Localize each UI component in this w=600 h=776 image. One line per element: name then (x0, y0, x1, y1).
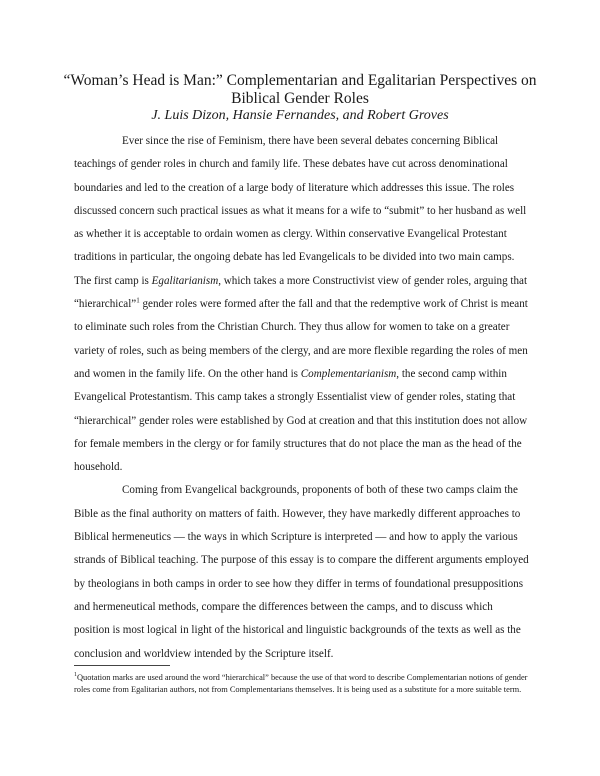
document-body (74, 130, 530, 666)
term-egalitarianism: Egalitarianism (151, 274, 219, 287)
footnote-divider (74, 665, 170, 666)
paragraph-1-text-b: , which takes a more Constructivist view of gender roles, arguing that “hierarchical” (74, 274, 528, 311)
footnote-reference[interactable]: 1 (136, 296, 140, 305)
paragraph-1 (74, 130, 530, 479)
paragraph-1-text-d: , the second camp within Evangelical Protestantism. This camp takes a strongly Essentialist view of gender roles, stating that “hierarchical” gender roles were established by God at creation and that this institution does not allow for female members in the clergy or for family structures that do not place the man as the head of the household. (74, 367, 528, 474)
paragraph-2: Coming from Evangelical backgrounds, proponents of both of these two camps claim the Bible as the final authority on matters of faith. However, they have markedly different approaches to Biblical hermeneutics — the ways in which Scripture is interpreted — and how to apply the various strands of Biblical teaching. The purpose of this essay is to compare the different arguments employed by theologians in both camps in order to see how they differ in terms of foundational presuppositions and hermeneutical methods, compare the differences between the camps, and to discuss which position is most logical in light of the historical and linguistic backgrounds of the texts as well as the conclusion and worldview intended by the Scripture itself. (74, 484, 529, 660)
footnote-text: Quotation marks are used around the word “hierarchical” because the use of that word to describe Complementarian notions of gender roles come from Egalitarian authors, not from Complementarians themselves. It is being used as a substitute for a more suitable term. (74, 673, 528, 694)
author-line: J. Luis Dizon, Hansie Fernandes, and Robert Groves (151, 108, 449, 123)
document-title: “Woman’s Head is Man:” Complementarian and Egalitarian Perspectives on Biblical Gender Roles (63, 72, 537, 107)
paragraph-1-text-c: gender roles were formed after the fall and that the redemptive work of Christ is meant to eliminate such roles from the Christian Church. They thus allow for women to take on a greater variety of roles, such as being members of the clergy, and are more flexible regarding the roles of men and women in the family life. On the other hand is (74, 298, 528, 380)
footnote-number: 1 (74, 672, 77, 679)
paragraph-1-text-a: Ever since the rise of Feminism, there have been several debates concerning Biblical teachings of gender roles in church and family life. These debates have cut across denominational boundaries and led to the creation of a large body of literature which addresses this issue. The roles discussed concern such practical issues as what it means for a wife to “submit” to her husband as well as whether it is acceptable to ordain women as clergy. Within conservative Evangelical Protestant traditions in particular, the ongoing debate has led Evangelicals to be divided into two main camps. The first camp is (74, 135, 527, 287)
term-complementarianism: Complementarianism (300, 367, 397, 380)
footnote (74, 672, 534, 695)
